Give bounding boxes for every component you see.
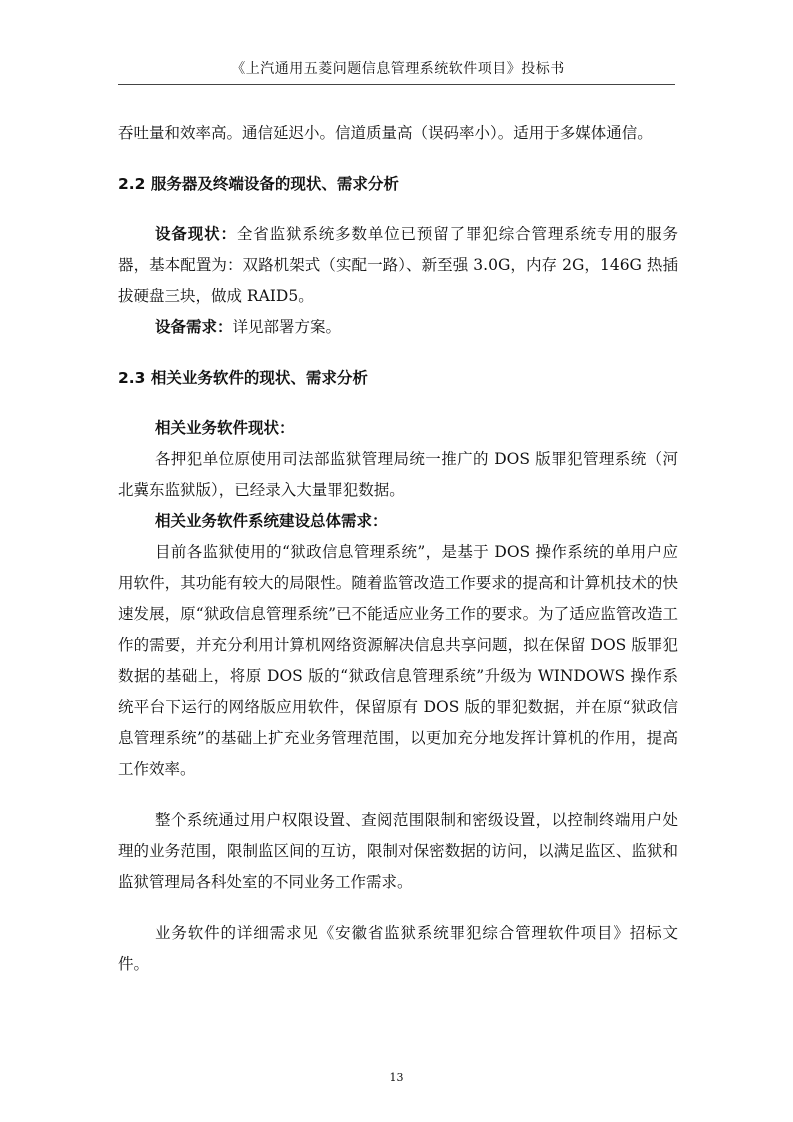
device-status-text: 全省监狱系统多数单位已预留了罪犯综合管理系统专用的服务器，基本配置为：双路机架式（实配一路）、新至强 3.0G，内存 2G，146G 热插拔硬盘三块，做成 RAID5。 bbox=[118, 225, 678, 305]
reference-paragraph: 业务软件的详细需求见《安徽省监狱系统罪犯综合管理软件项目》招标文件。 bbox=[118, 924, 678, 973]
device-demand-paragraph bbox=[118, 312, 678, 343]
section-2-2-heading: 2.2 服务器及终端设备的现状、需求分析 bbox=[118, 175, 399, 193]
software-status-label: 相关业务软件现状： bbox=[155, 419, 295, 437]
software-demand-text: 目前各监狱使用的“狱政信息管理系统”，是基于 DOS 操作系统的单用户应用软件，其功能有较大的局限性。随着监管改造工作要求的提高和计算机技术的快速发展，原“狱政信息管理系统”已不能适应业务工作的要求。为了适应监管改造工作的需要，并充分利用计算机网络资源解决信息共享问题，拟在保留 DOS 版罪犯数据的基础上，将原 DOS 版的“狱政信息管理系统”升级为 WINDOWS 操作系统平台下运行的网络版应用软件，保留原有 DOS 版的罪犯数据，并在原“狱政信息管理系统”的基础上扩充业务管理范围，以更加充分地发挥计算机的作用，提高工作效率。 bbox=[118, 543, 678, 778]
device-demand-label: 设备需求： bbox=[155, 318, 233, 336]
permissions-paragraph: 整个系统通过用户权限设置、查阅范围限制和密级设置，以控制终端用户处理的业务范围，限制监区间的互访，限制对保密数据的访问，以满足监区、监狱和监狱管理局各科处室的不同业务工作需求。 bbox=[118, 811, 678, 891]
document-body bbox=[118, 118, 678, 980]
page-number: 13 bbox=[389, 1071, 404, 1084]
software-demand-label: 相关业务软件系统建设总体需求： bbox=[155, 512, 388, 530]
header-divider bbox=[118, 84, 675, 85]
device-status-label: 设备现状： bbox=[155, 225, 237, 243]
page-header-title: 《上汽通用五菱问题信息管理系统软件项目》投标书 bbox=[231, 61, 565, 77]
software-status-text: 各押犯单位原使用司法部监狱管理局统一推广的 DOS 版罪犯管理系统（河北冀东监狱版），已经录入大量罪犯数据。 bbox=[118, 450, 678, 499]
section-2-3-heading: 2.3 相关业务软件的现状、需求分析 bbox=[118, 369, 368, 387]
device-status-paragraph bbox=[118, 219, 678, 312]
device-demand-text: 详见部署方案。 bbox=[232, 318, 342, 336]
intro-line: 吞吐量和效率高。通信延迟小。信道质量高（误码率小）。适用于多媒体通信。 bbox=[118, 124, 653, 142]
